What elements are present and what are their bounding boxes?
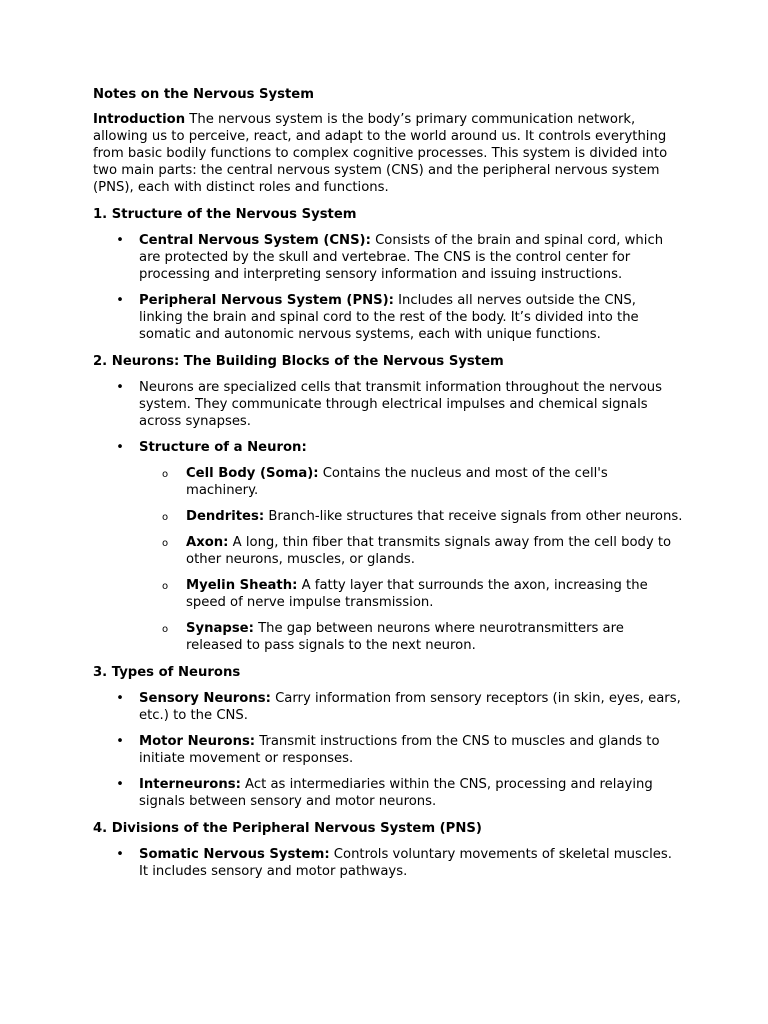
sublist-item: o Myelin Sheath: A fatty layer that surrounds the axon, increasing the speed of nerve impulse transmission. [161, 578, 648, 610]
section-list-neurons [93, 379, 683, 654]
sub-bullet-marker: o [161, 624, 169, 635]
sub-bullet-marker: o [161, 512, 169, 523]
sub-bullet-marker: o [161, 469, 169, 480]
sub-bullet-marker: o [161, 581, 169, 592]
section-heading-pns-divisions: 4. Divisions of the Peripheral Nervous System (PNS) [93, 821, 482, 836]
list-item: • Neurons are specialized cells that transmit information throughout the nervous system. They communicate through electrical impulses and chemical signals across synapses. [116, 380, 662, 429]
intro-paragraph [93, 111, 683, 196]
sub-bullet-marker: o [161, 538, 169, 549]
bullet-marker: • [116, 440, 124, 455]
bullet-marker: • [116, 233, 124, 248]
document-title: Notes on the Nervous System [93, 87, 314, 102]
sublist-item: o Axon: A long, thin fiber that transmits signals away from the cell body to other neurons, muscles, or glands. [161, 535, 672, 567]
section-heading-structure: 1. Structure of the Nervous System [93, 207, 357, 222]
section-list-types [93, 690, 683, 810]
document-body [93, 86, 683, 889]
section-heading-types: 3. Types of Neurons [93, 665, 241, 680]
list-item: • Interneurons: Act as intermediaries within the CNS, processing and relaying signals between sensory and motor neurons. [116, 777, 653, 809]
list-item: • Structure of a Neuron: o Cell Body (Soma): Contains the nucleus and most of the cell's machinery. o Dendrites: Branch-like structures that receive signals from other neurons. o Axon: A long, thin fiber that transmits signals away from the cell body to other neurons, muscles, or glands. o Myelin Sheath: A fatty layer that surrounds the axon, increasing the speed of nerve impulse transmission. o Synapse: The gap between neurons where neurotransmitters are released to pass signals to the next neuron. [116, 440, 683, 653]
intro-text: The nervous system is the body’s primary communication network, allowing us to perceive, react, and adapt to the world around us. It controls everything from basic bodily functions to complex cognitive processes. This system is divided into two main parts: the central nervous system (CNS) and the peripheral nervous system (PNS), each with distinct roles and functions. [93, 112, 668, 195]
sublist-item: o Dendrites: Branch-like structures that receive signals from other neurons. [161, 509, 683, 524]
section-list-structure [93, 232, 683, 343]
list-item: • Motor Neurons: Transmit instructions from the CNS to muscles and glands to initiate movement or responses. [116, 734, 660, 766]
section-heading-neurons: 2. Neurons: The Building Blocks of the Nervous System [93, 354, 504, 369]
bullet-marker: • [116, 734, 124, 749]
bullet-marker: • [116, 293, 124, 308]
list-item: • Peripheral Nervous System (PNS): Includes all nerves outside the CNS, linking the brain and spinal cord to the rest of the body. It’s divided into the somatic and autonomic nervous systems, each with unique functions. [116, 293, 639, 342]
neuron-structure-sublist [139, 465, 683, 654]
sublist-item: o Cell Body (Soma): Contains the nucleus and most of the cell's machinery. [161, 466, 608, 498]
list-item: • Sensory Neurons: Carry information from sensory receptors (in skin, eyes, ears, etc.) to the CNS. [116, 691, 681, 723]
bullet-marker: • [116, 777, 124, 792]
section-list-pns-divisions [93, 846, 683, 880]
bullet-marker: • [116, 380, 124, 395]
list-item: • Somatic Nervous System: Controls voluntary movements of skeletal muscles. It includes sensory and motor pathways. [116, 847, 672, 879]
intro-label: Introduction [93, 112, 186, 127]
bullet-marker: • [116, 691, 124, 706]
list-item: • Central Nervous System (CNS): Consists of the brain and spinal cord, which are protected by the skull and vertebrae. The CNS is the control center for processing and interpreting sensory information and issuing instructions. [116, 233, 664, 282]
bullet-marker: • [116, 847, 124, 862]
sublist-item: o Synapse: The gap between neurons where neurotransmitters are released to pass signals to the next neuron. [161, 621, 624, 653]
